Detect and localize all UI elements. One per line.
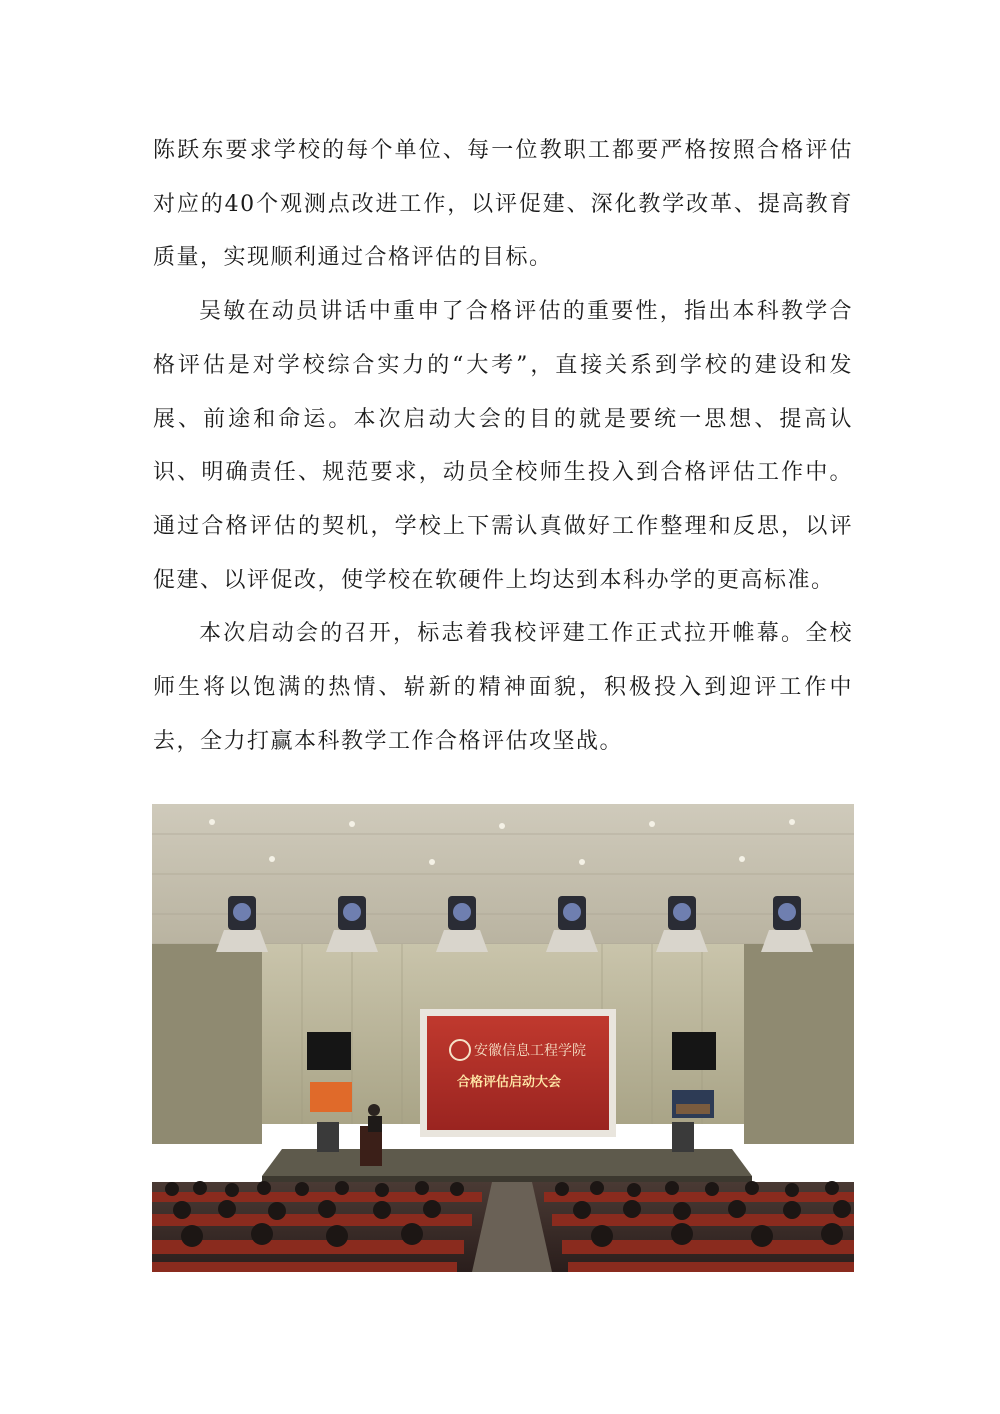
screen-school-name: 安徽信息工程学院	[474, 1043, 586, 1059]
paragraph-3: 本次启动会的召开，标志着我校评建工作正式拉开帷幕。全校师生将以饱满的热情、崭新的精神面貌，积极投入到迎评工作中去，全力打赢本科教学工作合格评估攻坚战。	[153, 621, 853, 754]
paragraph-2: 吴敏在动员讲话中重申了合格评估的重要性，指出本科教学合格评估是对学校综合实力的“大考”，直接关系到学校的建设和发展、前途和命运。本次启动大会的目的就是要统一思想、提高认识、明确责任、规范要求，动员全校师生投入到合格评估工作中。通过合格评估的契机，学校上下需认真做好工作整理和反思，以评促建、以评促改，使学校在软硬件上均达到本科办学的更高标准。	[153, 299, 853, 593]
article-body	[153, 124, 853, 768]
paragraph-1: 陈跃东要求学校的每个单位、每一位教职工都要严格按照合格评估对应的40个观测点改进工作，以评促建、深化教学改革、提高教育质量，实现顺利通过合格评估的目标。	[153, 138, 853, 271]
screen-event-title: 合格评估启动大会	[457, 1075, 562, 1090]
auditorium-photo	[152, 804, 854, 1272]
